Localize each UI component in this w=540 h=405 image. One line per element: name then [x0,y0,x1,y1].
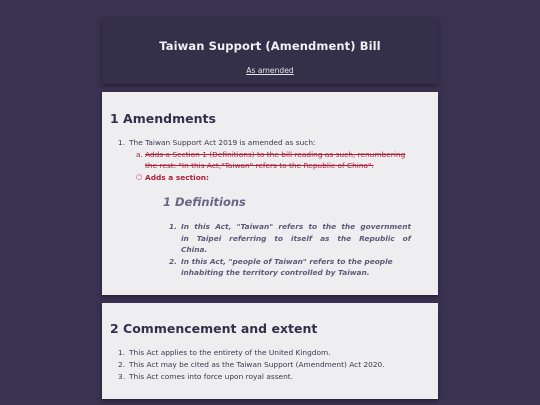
list-item-text: This Act may be cited as the Taiwan Support (Amendment) Act 2020. [129,360,385,369]
as-amended-link[interactable]: As amended [246,66,294,75]
definition-line: inhabiting the territory controlled by Taiwan. [181,268,370,277]
section-heading-commencement: 2 Commencement and extent [110,321,318,336]
struck-text-line: Adds a Section 1 (Definitions) to the bill reading as such, renumbering [145,150,406,159]
list-number: 1. [118,138,126,147]
word: in [181,234,189,243]
word: Republic [359,234,395,243]
bill-header [102,18,438,84]
word: to [274,234,283,243]
word: the [337,234,352,243]
list-number: 2. [169,257,177,266]
word: of [402,234,411,243]
list-number: 1. [169,222,177,231]
definition-line: In this Act, "people of Taiwan" refers to the people [181,257,393,266]
bill-title: Taiwan Support (Amendment) Bill [159,39,381,53]
definition-line [181,222,411,231]
list-item-text: This Act applies to the entirety of the United Kingdom. [129,348,331,357]
list-item-text: This Act comes into force upon royal assent. [129,372,294,381]
word: as [320,234,330,243]
word: referring [229,234,267,243]
list-number: 1. [118,348,126,357]
added-text: Adds a section: [145,173,209,182]
section-heading-amendments: 1 Amendments [110,111,216,126]
section-commencement [102,303,438,399]
circle-bullet-icon: ○ [136,173,143,181]
word: to [308,222,318,231]
struck-text-line: the rest: "In this Act,"Taiwan" refers to the Republic of China". [145,161,374,170]
inserted-heading-definitions: 1 Definitions [163,195,246,209]
section-amendments [102,92,438,295]
definition-line: China. [181,245,208,254]
word: "Taiwan" [236,222,274,231]
word: the [322,222,337,231]
sub-item-marker: a. [136,150,143,159]
word: Act, [215,222,232,231]
list-number: 2. [118,360,126,369]
word: In [181,222,190,231]
definition-line [181,234,411,243]
word: Taipei [196,234,222,243]
list-number: 3. [118,372,126,381]
word: the [341,222,356,231]
word: itself [290,234,313,243]
word: government [360,222,411,231]
list-item-text: The Taiwan Support Act 2019 is amended as such: [129,138,316,147]
word: refers [278,222,304,231]
word: this [194,222,210,231]
